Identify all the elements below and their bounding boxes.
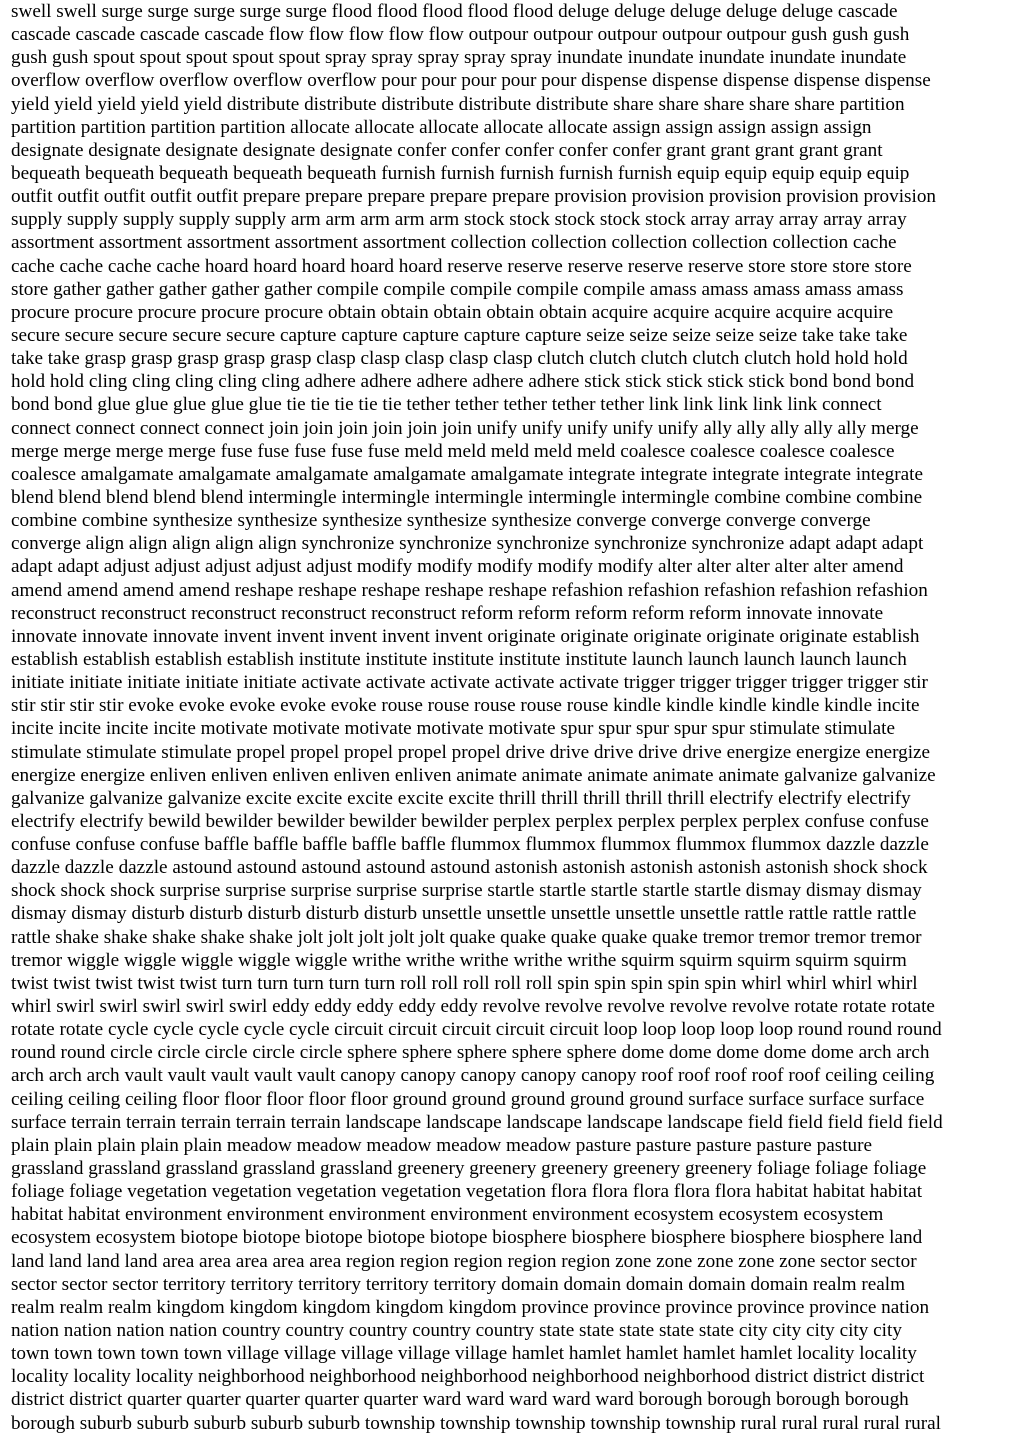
text-line: tremor wiggle wiggle wiggle wiggle wiggle writhe writhe writhe writhe writhe squirm squirm squirm squirm squirm [11,949,907,971]
text-line: galvanize galvanize galvanize excite excite excite excite excite thrill thrill thrill thrill thrill electrify electrify electrify [11,787,911,809]
text-line: reconstruct reconstruct reconstruct reconstruct reconstruct reform reform reform reform reform innovate innovate [11,602,884,624]
text-line: innovate innovate innovate invent invent invent invent invent originate originate originate originate originate establish [11,625,920,647]
text-line: habitat habitat environment environment environment environment environment ecosystem ecosystem ecosystem [11,1204,884,1226]
text-line: plain plain plain plain plain meadow meadow meadow meadow meadow pasture pasture pasture pasture pasture [11,1134,873,1156]
text-line: twist twist twist twist twist turn turn turn turn turn roll roll roll roll roll spin spin spin spin spin whirl whirl whirl whirl [11,972,918,994]
text-line: confuse confuse confuse baffle baffle baffle baffle baffle flummox flummox flummox flummox flummox dazzle dazzle [11,834,929,856]
text-line: arch arch arch vault vault vault vault vault canopy canopy canopy canopy canopy roof roof roof roof roof ceiling ceiling [11,1065,935,1087]
text-line: take take grasp grasp grasp grasp grasp clasp clasp clasp clasp clasp clutch clutch clutch clutch clutch hold hold hold [11,348,908,370]
text-line: swell swell surge surge surge surge surge flood flood flood flood flood deluge deluge deluge deluge deluge cascade [11,1,898,22]
text-line: cache cache cache cache hoard hoard hoard hoard hoard reserve reserve reserve reserve reserve store store store store [11,255,912,277]
text-line: ecosystem ecosystem biotope biotope biotope biotope biotope biosphere biosphere biosphere biosphere biosphere land [11,1227,923,1249]
text-line: establish establish establish establish institute institute institute institute institute launch launch launch launch launch [11,648,907,670]
text-line: hold hold cling cling cling cling cling adhere adhere adhere adhere adhere stick stick stick stick stick bond bond bond [11,371,915,393]
text-line: ceiling ceiling ceiling floor floor floor floor floor ground ground ground ground ground surface surface surface surface [11,1088,925,1110]
text-line: cascade cascade cascade cascade flow flow flow flow flow outpour outpour outpour outpour outpour gush gush gush [11,24,910,46]
text-line: electrify electrify bewild bewilder bewilder bewilder bewilder perplex perplex perplex perplex perplex confuse confuse [11,810,929,832]
text-line: coalesce amalgamate amalgamate amalgamate amalgamate amalgamate integrate integrate integrate integrate integrate [11,463,923,485]
text-line: district district quarter quarter quarter quarter quarter ward ward ward ward ward borough borough borough borough [11,1389,909,1411]
text-line: partition partition partition partition allocate allocate allocate allocate allocate assign assign assign assign assign [11,116,872,138]
text-line: connect connect connect connect join join join join join join unify unify unify unify unify ally ally ally ally ally merge [11,417,919,439]
text-line: adapt adapt adjust adjust adjust adjust adjust modify modify modify modify modify alter alter alter alter alter amend [11,556,904,578]
text-line: blend blend blend blend blend intermingle intermingle intermingle intermingle intermingle combine combine combine [11,486,923,508]
text-line: town town town town town village village village village village hamlet hamlet hamlet hamlet hamlet locality locality [11,1343,917,1365]
text-line: surface terrain terrain terrain terrain terrain landscape landscape landscape landscape landscape field field field field field [11,1111,943,1133]
text-line: sector sector sector territory territory territory territory territory domain domain domain domain domain realm realm [11,1273,906,1295]
text-line: grassland grassland grassland grassland grassland greenery greenery greenery greenery greenery foliage foliage foliage [11,1158,927,1180]
text-line: realm realm realm kingdom kingdom kingdom kingdom kingdom province province province province province nation [11,1296,930,1318]
text-line: locality locality locality neighborhood neighborhood neighborhood neighborhood neighborhood district district district [11,1366,925,1388]
text-line: gush gush spout spout spout spout spout spray spray spray spray spray inundate inundate inundate inundate inundate [11,47,907,69]
text-line: dismay dismay disturb disturb disturb disturb disturb unsettle unsettle unsettle unsettle unsettle rattle rattle rattle rattle [11,903,917,925]
text-line: round round circle circle circle circle circle sphere sphere sphere sphere sphere dome dome dome dome dome arch arch [11,1042,930,1064]
text-line: assortment assortment assortment assortment assortment collection collection collection collection collection cache [11,232,897,254]
text-line: foliage foliage vegetation vegetation vegetation vegetation vegetation flora flora flora flora flora habitat habitat habitat [11,1181,923,1203]
text-line: stir stir stir stir evoke evoke evoke evoke evoke rouse rouse rouse rouse rouse kindle kindle kindle kindle kindle incite [11,695,920,717]
text-line: secure secure secure secure secure capture capture capture capture capture seize seize seize seize seize take take take [11,324,908,346]
text-line: whirl swirl swirl swirl swirl swirl eddy eddy eddy eddy eddy revolve revolve revolve revolve revolve rotate rotate rotate [11,996,935,1018]
text-line: bond bond glue glue glue glue glue tie tie tie tie tie tether tether tether tether tether link link link link link connect [11,394,882,416]
text-line: nation nation nation nation country country country country country state state state state state city city city city city [11,1320,902,1342]
text-line: amend amend amend amend reshape reshape reshape reshape reshape refashion refashion refashion refashion refashion [11,579,928,601]
text-line: rotate rotate cycle cycle cycle cycle cycle circuit circuit circuit circuit circuit loop loop loop loop loop round round round [11,1019,942,1041]
text-line: outfit outfit outfit outfit outfit prepare prepare prepare prepare prepare provision provision provision provision provision [11,186,937,208]
text-line: overflow overflow overflow overflow overflow pour pour pour pour pour dispense dispense dispense dispense dispense [11,70,931,92]
text-line: combine combine synthesize synthesize synthesize synthesize synthesize converge converge converge converge [11,510,871,532]
text-line: borough suburb suburb suburb suburb suburb township township township township township rural rural rural rural rural [11,1412,941,1434]
text-line: procure procure procure procure procure obtain obtain obtain obtain obtain acquire acquire acquire acquire acquire [11,301,894,323]
text-line: incite incite incite incite motivate motivate motivate motivate motivate spur spur spur spur spur stimulate stimulate [11,718,896,740]
text-line: converge align align align align align synchronize synchronize synchronize synchronize synchronize adapt adapt adapt [11,533,924,555]
text-line: merge merge merge merge fuse fuse fuse fuse fuse meld meld meld meld meld coalesce coalesce coalesce coalesce [11,440,895,462]
text-line: stimulate stimulate stimulate propel propel propel propel propel drive drive drive drive drive energize energize energize [11,741,931,763]
text-line: dazzle dazzle dazzle astound astound astound astound astound astonish astonish astonish astonish astonish shock shock [11,857,928,879]
text-line: bequeath bequeath bequeath bequeath bequeath furnish furnish furnish furnish furnish equip equip equip equip equip [11,162,910,184]
text-line: land land land land area area area area area region region region region region zone zone zone zone zone sector sector [11,1250,917,1272]
text-line: rattle shake shake shake shake shake jolt jolt jolt jolt jolt quake quake quake quake quake tremor tremor tremor tremor [11,926,922,948]
text-line: designate designate designate designate designate confer confer confer confer confer grant grant grant grant grant [11,139,883,161]
text-line: supply supply supply supply supply arm arm arm arm arm stock stock stock stock stock array array array array array [11,209,907,231]
text-line: initiate initiate initiate initiate initiate activate activate activate activate activate trigger trigger trigger trigger trigger stir [11,672,928,694]
text-line: store gather gather gather gather gather compile compile compile compile compile amass amass amass amass amass [11,278,904,300]
text-line: yield yield yield yield yield distribute distribute distribute distribute distribute share share share share share partition [11,93,905,115]
text-line: energize energize enliven enliven enliven enliven enliven animate animate animate animate animate galvanize galvanize [11,764,936,786]
text-line: shock shock shock surprise surprise surprise surprise surprise startle startle startle startle startle dismay dismay dismay [11,880,922,902]
